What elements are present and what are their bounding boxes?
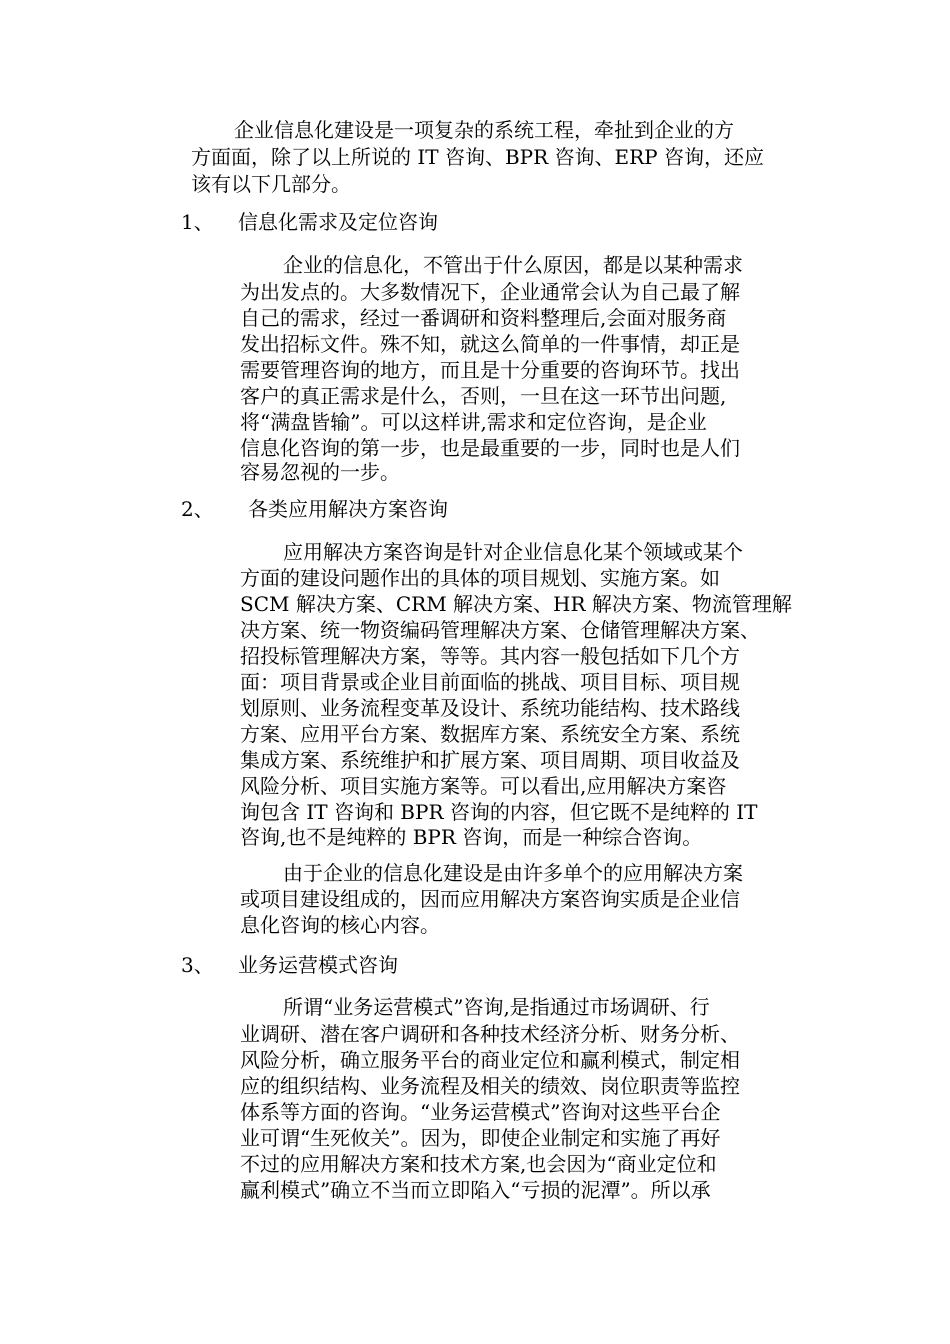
text-line: 招投标管理解决方案，等等。其内容一般包括如下几个方 [240,644,740,668]
text-line: 应用解决方案咨询是针对企业信息化某个领域或某个 [283,540,743,564]
section-title: 业务运营模式咨询 [238,953,398,977]
text-line: 将“满盘皆输”。可以这样讲,需求和定位咨询，是企业 [240,410,707,434]
text-line: 询包含 IT 咨询和 BPR 咨询的内容，但它既不是纯粹的 IT [240,800,758,824]
text-line: 为出发点的。大多数情况下，企业通常会认为自己最了解 [240,280,740,304]
text-line: 信息化咨询的第一步，也是最重要的一步，同时也是人们 [240,436,740,460]
section-title: 信息化需求及定位咨询 [238,210,438,234]
text-line: 企业信息化建设是一项复杂的系统工程，牵扯到企业的方 [234,118,734,142]
text-line: 容易忽视的一步。 [240,460,400,484]
text-line: 不过的应用解决方案和技术方案,也会因为“商业定位和 [240,1152,717,1176]
text-line: 方面面，除了以上所说的 IT 咨询、BPR 咨询、ERP 咨询，还应 [191,145,764,169]
section-title: 各类应用解决方案咨询 [248,497,448,521]
text-line: 风险分析，确立服务平台的商业定位和赢利模式，制定相 [240,1048,740,1072]
text-line: 赢利模式”确立不当而立即陷入“亏损的泥潭”。所以承 [240,1178,711,1202]
text-line: SCM 解决方案、CRM 解决方案、HR 解决方案、物流管理解 [240,592,792,616]
text-line: 客户的真正需求是什么，否则，一旦在这一环节出问题, [240,384,727,408]
text-line: 息化咨询的核心内容。 [240,913,440,937]
text-line: 自己的需求，经过一番调研和资料整理后,会面对服务商 [240,306,727,330]
text-line: 所谓“业务运营模式”咨询,是指通过市场调研、行 [283,995,710,1019]
text-line: 体系等方面的咨询。“业务运营模式”咨询对这些平台企 [240,1100,721,1124]
text-line: 企业的信息化，不管出于什么原因，都是以某种需求 [283,253,743,277]
text-line: 该有以下几部分。 [191,172,351,196]
text-line: 风险分析、项目实施方案等。可以看出,应用解决方案咨 [240,774,727,798]
text-line: 或项目建设组成的，因而应用解决方案咨询实质是企业信 [240,887,740,911]
text-line: 应的组织结构、业务流程及相关的绩效、岗位职责等监控 [240,1074,740,1098]
text-line: 需要管理咨询的地方，而且是十分重要的咨询环节。找出 [240,358,740,382]
text-line: 划原则、业务流程变革及设计、系统功能结构、技术路线 [240,696,740,720]
text-line: 由于企业的信息化建设是由许多单个的应用解决方案 [283,861,743,885]
text-line: 方案、应用平台方案、数据库方案、系统安全方案、系统 [240,722,740,746]
text-line: 方面的建设问题作出的具体的项目规划、实施方案。如 [240,566,720,590]
text-line: 集成方案、系统维护和扩展方案、项目周期、项目收益及 [240,748,740,772]
section-number: 1、 [181,210,214,234]
text-line: 面：项目背景或企业目前面临的挑战、项目目标、项目规 [240,670,740,694]
text-line: 业调研、潜在客户调研和各种技术经济分析、财务分析、 [240,1022,740,1046]
text-line: 发出招标文件。殊不知，就这么简单的一件事情，却正是 [240,332,740,356]
text-line: 决方案、统一物资编码管理解决方案、仓储管理解决方案、 [240,618,760,642]
section-number: 3、 [181,953,214,977]
text-line: 咨询,也不是纯粹的 BPR 咨询，而是一种综合咨询。 [240,825,703,849]
section-number: 2、 [181,497,214,521]
text-line: 业可谓“生死攸关”。因为，即使企业制定和实施了再好 [240,1126,721,1150]
